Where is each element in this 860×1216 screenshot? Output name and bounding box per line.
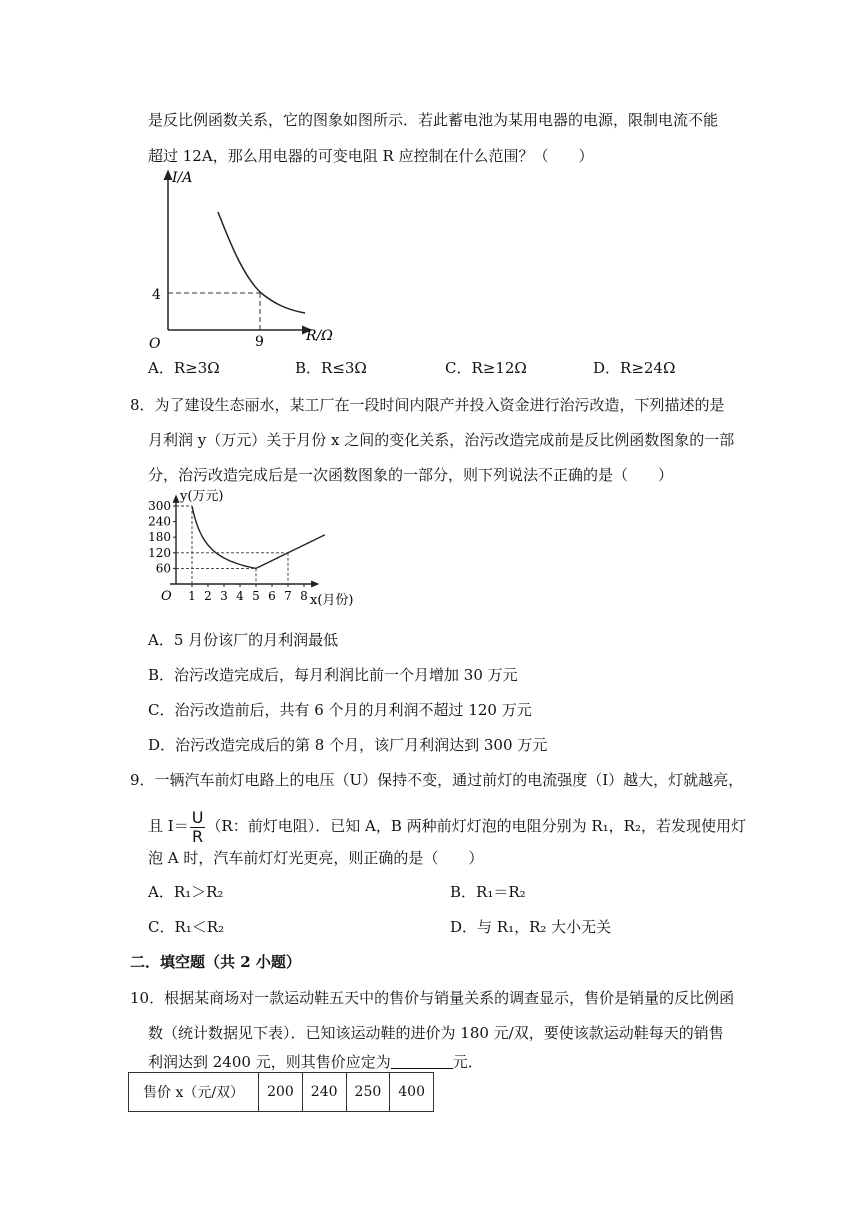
q7-curve — [218, 212, 305, 313]
q8-y-tick-label: 180 — [148, 530, 171, 545]
price-table — [128, 1072, 434, 1112]
q9-text-line2 — [148, 804, 746, 848]
q10-line3-post: 元． — [452, 1053, 483, 1071]
q8-option-d: D．治污改造完成后的第 8 个月，该厂月利润达到 300 万元 — [148, 736, 548, 754]
q7-x-tick: 9 — [255, 334, 264, 350]
q8-x-label: x(月份) — [310, 593, 354, 608]
q7-y-tick: 4 — [152, 287, 161, 303]
q7-origin: O — [149, 336, 161, 350]
table-cell: 400 — [390, 1073, 434, 1112]
q9-fraction — [190, 809, 206, 846]
q8-text-line2: 月利润 y（万元）关于月份 x 之间的变化关系，治污改造完成前是反比例函数图象的一部 — [148, 431, 735, 449]
table-cell: 240 — [302, 1073, 346, 1112]
q8-x-tick-label: 2 — [204, 589, 212, 603]
q9-option-c: C．R₁＜R₂ — [148, 918, 225, 936]
q7-option-a: A．R≥3Ω — [148, 359, 220, 377]
q9-option-a: A．R₁＞R₂ — [148, 883, 224, 901]
q8-y-tick-label: 240 — [148, 514, 171, 529]
q9-text-line1: 9．一辆汽车前灯电路上的电压（U）保持不变，通过前灯的电流强度（I）越大，灯就越亮， — [130, 771, 744, 789]
q8-x-tick-label: 8 — [300, 589, 308, 603]
q7-option-d: D．R≥24Ω — [593, 359, 676, 377]
q8-x-tick-label: 7 — [284, 589, 292, 603]
q7-option-b: B．R≤3Ω — [295, 359, 367, 377]
q8-option-a: A．5 月份该厂的月利润最低 — [148, 631, 339, 649]
q8-origin: O — [161, 589, 172, 604]
q9-frac-num: U — [191, 807, 204, 827]
table-header-cell: 售价 x（元/双） — [129, 1073, 259, 1112]
table-cell: 200 — [259, 1073, 303, 1112]
q7-text-line2: 超过 12A，那么用电器的可变电阻 R 应控制在什么范围？（ ） — [148, 147, 594, 165]
q10-line3-pre: 利润达到 2400 元，则其售价应定为 — [148, 1053, 391, 1071]
q8-y-tick-label: 60 — [155, 561, 171, 576]
q9-text-line3: 泡 A 时，汽车前灯灯光更亮，则正确的是（ ） — [148, 849, 484, 867]
q7-option-c: C．R≥12Ω — [445, 359, 527, 377]
q8-line-linear — [256, 535, 325, 569]
q8-x-tick-label: 5 — [252, 589, 260, 603]
q8-text-line3: 分，治污改造完成后是一次函数图象的一部分，则下列说法不正确的是（ ） — [148, 466, 674, 484]
q8-text-line1: 8．为了建设生态丽水，某工厂在一段时间内限产并投入资金进行治污改造，下列描述的是 — [130, 396, 725, 414]
q8-option-c: C．治污改造前后，共有 6 个月的月利润不超过 120 万元 — [148, 701, 532, 719]
q9-line2-post: （R：前灯电阻）．已知 A，B 两种前灯灯泡的电阻分别为 R₁，R₂，若发现使用灯 — [206, 817, 746, 835]
q9-option-d: D．与 R₁，R₂ 大小无关 — [450, 918, 612, 936]
q8-y-label: y(万元) — [180, 489, 224, 504]
q8-option-b: B．治污改造完成后，每月利润比前一个月增加 30 万元 — [148, 666, 518, 684]
q8-y-tick-label: 300 — [148, 499, 171, 513]
q7-graph — [140, 168, 340, 350]
q8-curve-reciprocal — [192, 506, 256, 568]
q9-line2-pre: 且 I＝ — [148, 817, 189, 835]
q10-text-line1: 10．根据某商场对一款运动鞋五天中的售价与销量关系的调查显示，售价是销量的反比例函 — [130, 989, 735, 1007]
q7-x-label: R/Ω — [306, 328, 333, 344]
q8-x-tick-label: 1 — [188, 589, 196, 603]
q8-x-tick-label: 4 — [236, 589, 244, 603]
q9-frac-den: R — [192, 826, 204, 846]
q7-y-label: I/A — [172, 170, 193, 186]
q7-text-line1: 是反比例函数关系，它的图象如图所示．若此蓄电池为某用电器的电源，限制电流不能 — [148, 111, 719, 129]
table-row — [129, 1073, 434, 1112]
q8-graph — [142, 488, 372, 616]
q8-y-tick-label: 120 — [148, 545, 171, 560]
q9-option-b: B．R₁＝R₂ — [450, 883, 526, 901]
answer-blank[interactable] — [391, 1052, 453, 1069]
q10-text-line3 — [148, 1052, 483, 1072]
q8-x-tick-label: 3 — [220, 589, 228, 603]
q10-text-line2: 数（统计数据见下表）．已知该运动鞋的进价为 180 元/双，要使该款运动鞋每天的销售 — [148, 1024, 724, 1042]
section-title: 二．填空题（共 2 小题） — [130, 953, 301, 971]
table-cell: 250 — [346, 1073, 390, 1112]
q8-x-tick-label: 6 — [268, 589, 276, 603]
